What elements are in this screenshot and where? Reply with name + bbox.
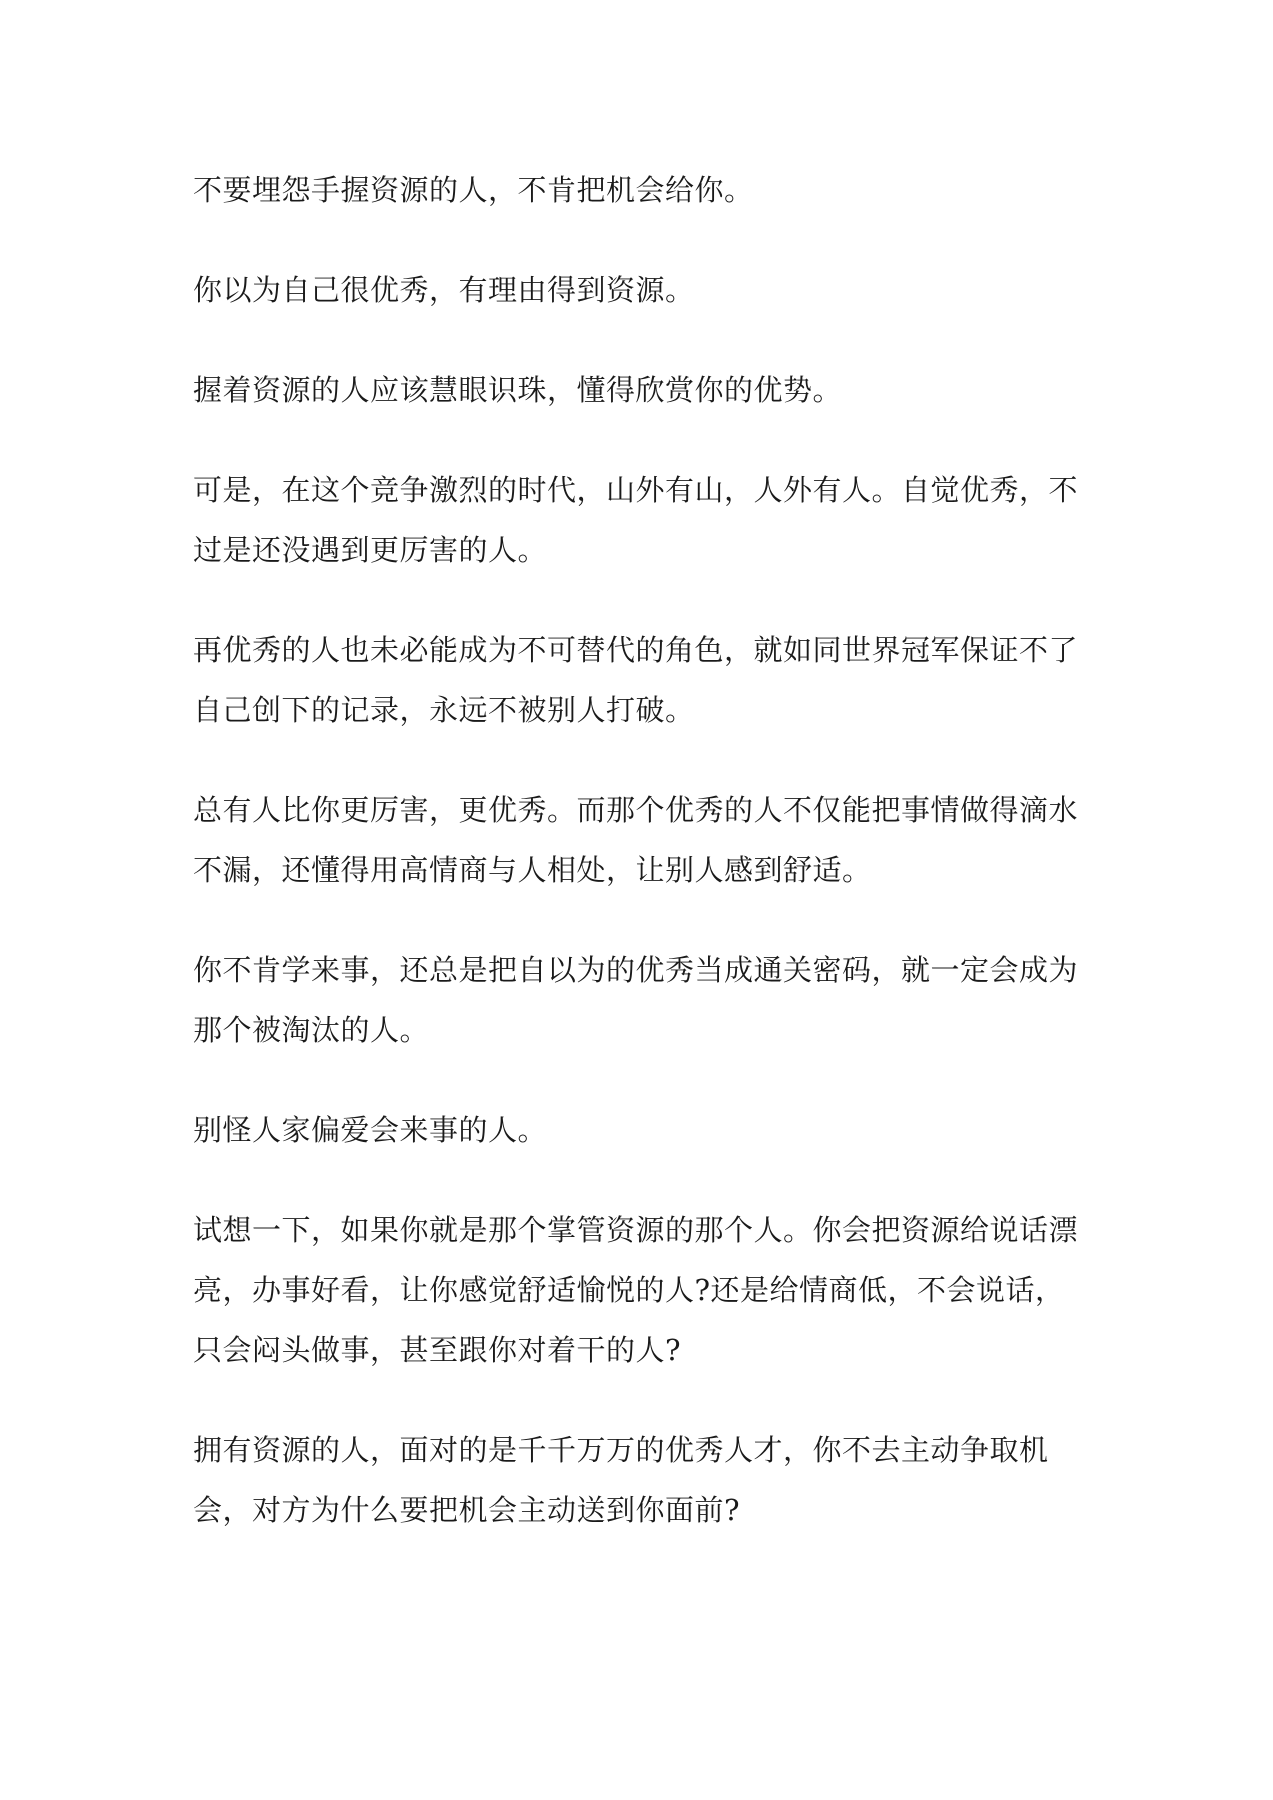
paragraph: 别怪人家偏爱会来事的人。	[193, 1113, 548, 1147]
paragraph: 总有人比你更厉害，更优秀。而那个优秀的人不仅能把事情做得滴水不漏，还懂得用高情商与人相处，让别人感到舒适。	[193, 793, 1079, 887]
paragraph: 拥有资源的人，面对的是千千万万的优秀人才，你不去主动争取机会，对方为什么要把机会主动送到你面前?	[193, 1433, 1049, 1527]
paragraph: 你不肯学来事，还总是把自以为的优秀当成通关密码，就一定会成为那个被淘汰的人。	[193, 953, 1079, 1047]
paragraph: 试想一下，如果你就是那个掌管资源的那个人。你会把资源给说话漂亮，办事好看，让你感觉舒适愉悦的人?还是给情商低，不会说话，只会闷头做事，甚至跟你对着干的人?	[193, 1213, 1079, 1367]
paragraph: 再优秀的人也未必能成为不可替代的角色，就如同世界冠军保证不了自己创下的记录，永远不被别人打破。	[193, 633, 1079, 727]
paragraph: 不要埋怨手握资源的人，不肯把机会给你。	[193, 173, 754, 207]
document-body	[193, 160, 1083, 1580]
paragraph: 你以为自己很优秀，有理由得到资源。	[193, 273, 695, 307]
paragraph: 可是，在这个竞争激烈的时代，山外有山，人外有人。自觉优秀，不过是还没遇到更厉害的人。	[193, 473, 1079, 567]
paragraph: 握着资源的人应该慧眼识珠，懂得欣赏你的优势。	[193, 373, 843, 407]
